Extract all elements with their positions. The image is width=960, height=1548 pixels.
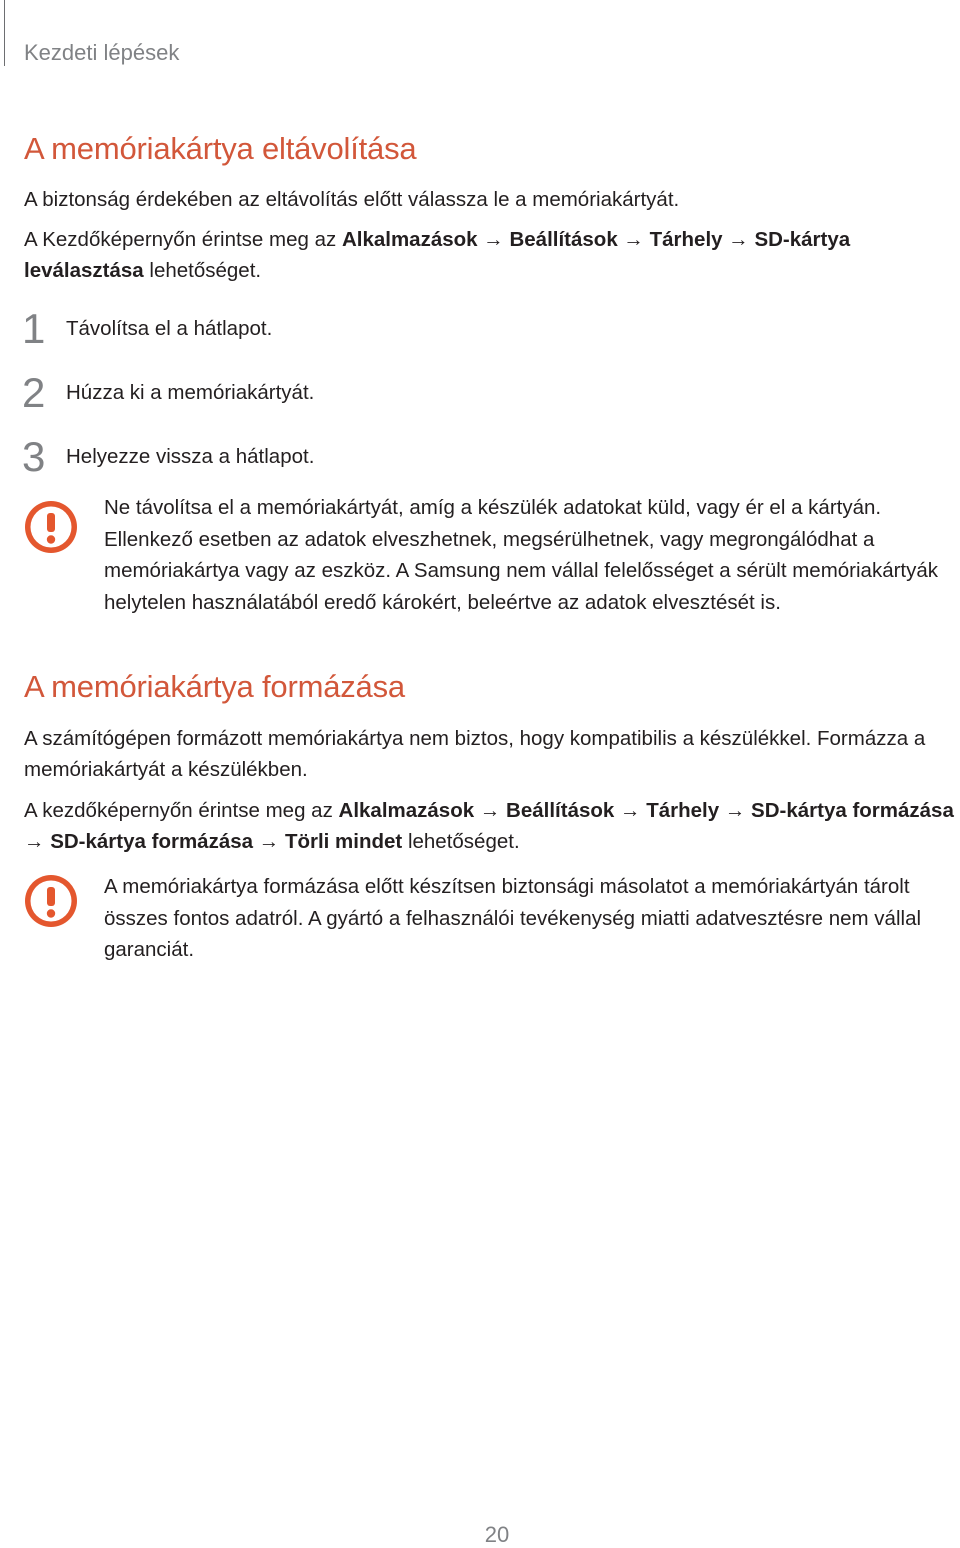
step-number: 2 bbox=[22, 369, 46, 416]
running-header: Kezdeti lépések bbox=[24, 40, 180, 65]
section-title-format: A memóriakártya formázása bbox=[24, 669, 405, 704]
remove-instruction: A Kezdőképernyőn érintse meg az Alkalmazások → Beállítások → Tárhely → SD-kártya leválasztása lehetőséget. bbox=[24, 228, 851, 282]
step-number: 3 bbox=[22, 433, 46, 480]
step-number: 1 bbox=[22, 305, 46, 352]
corner-rule bbox=[4, 0, 5, 66]
page-number: 20 bbox=[484, 1522, 510, 1547]
format-instruction: A kezdőképernyőn érintse meg az Alkalmazások → Beállítások → Tárhely → SD-kártya formázása → SD-kártya formázása → Törli mindet lehetőséget. bbox=[24, 799, 954, 853]
warning-note-remove: Ne távolítsa el a memóriakártyát, amíg a készülék adatokat küld, vagy ér el a kártyán. Ellenkező esetben az adatok elveszhetnek, megsérülhetnek, vagy megrongálódhat a memóriakártya vagy az eszköz. A Samsung nem vállal felelősséget a sérült memóriakártyák helytelen használatából eredő károkért, beleértve az adatok elvesztését is. bbox=[104, 496, 939, 614]
step-text: Húzza ki a memóriakártyát. bbox=[66, 381, 315, 404]
warning-icon bbox=[24, 500, 78, 554]
format-intro: A számítógépen formázott memóriakártya nem biztos, hogy kompatibilis a készülékkel. Formázza a memóriakártyát a készülékben. bbox=[24, 727, 926, 781]
warning-note-format: A memóriakártya formázása előtt készítsen biztonsági másolatot a memóriakártyán tárolt összes fontos adatról. A gyártó a felhasználói tevékenység miatti adatvesztésre nem vállal garanciát. bbox=[104, 875, 922, 961]
remove-intro: A biztonság érdekében az eltávolítás előtt válassza le a memóriakártyát. bbox=[24, 188, 680, 211]
warning-icon bbox=[24, 874, 78, 928]
section-title-remove: A memóriakártya eltávolítása bbox=[24, 131, 417, 166]
step-text: Távolítsa el a hátlapot. bbox=[66, 317, 273, 340]
step-text: Helyezze vissza a hátlapot. bbox=[66, 445, 315, 468]
